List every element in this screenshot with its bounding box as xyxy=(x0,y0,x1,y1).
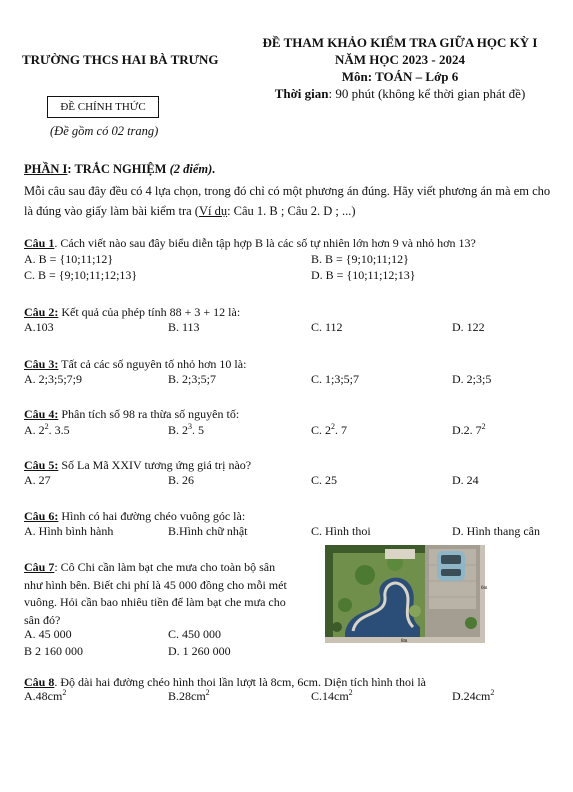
q4-option-b xyxy=(168,422,204,438)
q4-a-base: A. 2 xyxy=(24,423,45,437)
exam-duration xyxy=(250,85,550,102)
school-name: TRƯỜNG THCS HAI BÀ TRƯNG xyxy=(22,52,219,67)
q5-option-c: C. 25 xyxy=(311,473,338,487)
question-label: Câu 7 xyxy=(24,560,55,574)
duration-label: Thời gian xyxy=(274,86,329,101)
question-text: . Độ dài hai đường chéo hình thoi lần lượt là 8cm, 6cm. Diện tích hình thoi là xyxy=(54,675,426,689)
q6-option-d: D. Hình thang cân xyxy=(452,524,540,538)
q5-option-d: D. 24 xyxy=(452,473,479,487)
question-5 xyxy=(24,457,251,473)
q8-c-base: C.14cm xyxy=(311,689,349,703)
intro-example-label: Ví dụ xyxy=(198,204,228,218)
q4-d-base: D.2. 7 xyxy=(452,423,482,437)
q4-c-rest: . 7 xyxy=(335,423,348,437)
official-stamp-box: ĐỀ CHÍNH THỨC xyxy=(47,96,159,118)
q4-b-base: B. 2 xyxy=(168,423,189,437)
section-title xyxy=(24,162,215,177)
section-label: PHẦN I xyxy=(24,162,68,176)
q1-option-d: D. B = {10;11;12;13} xyxy=(311,268,416,282)
q8-c-exp: 2 xyxy=(348,688,353,697)
q8-option-a xyxy=(24,688,66,704)
q2-option-b: B. 113 xyxy=(168,320,200,334)
q8-option-d xyxy=(452,688,494,704)
question-4 xyxy=(24,406,239,422)
q8-a-base: A.48cm xyxy=(24,689,63,703)
pages-note: (Đề gồm có 02 trang) xyxy=(50,124,159,138)
section-instructions xyxy=(24,181,551,221)
q8-b-base: B.28cm xyxy=(168,689,206,703)
figure-dim-right: 6m xyxy=(481,586,488,591)
question-2 xyxy=(24,304,240,320)
q4-a-exp: 2 xyxy=(44,422,49,431)
question-text: Kết quả của phép tính 88 + 3 + 12 là: xyxy=(58,305,241,319)
q6-option-a: A. Hình bình hành xyxy=(24,524,114,538)
q1-option-a: A. B = {10;11;12} xyxy=(24,252,114,266)
question-text: : Cô Chi cần làm bạt che mưa cho toàn bộ sân như hình bên. Biết chi phí là 45 000 đồng cho mỗi mét vuông. Hỏi cần bao nhiêu tiền để làm bạt che mưa cho sân đó? xyxy=(24,560,287,627)
question-label: Câu 3: xyxy=(24,357,59,371)
question-label: Câu 6: xyxy=(24,509,59,523)
duration-value: : 90 phút (không kể thời gian phát đề) xyxy=(328,86,526,101)
q6-option-b: B.Hình chữ nhật xyxy=(168,524,248,538)
q4-c-base: C. 2 xyxy=(311,423,332,437)
question-6 xyxy=(24,508,245,524)
q3-option-b: B. 2;3;5;7 xyxy=(168,372,217,386)
q6-option-c: C. Hình thoi xyxy=(311,524,371,538)
q4-d-exp: 2 xyxy=(481,422,486,431)
garden-yard-image xyxy=(325,545,488,644)
question-1 xyxy=(24,235,554,251)
q4-option-d xyxy=(452,422,486,438)
section-points: (2 điểm). xyxy=(169,162,216,176)
question-7 xyxy=(24,559,294,629)
question-3 xyxy=(24,356,246,372)
question-text: Tất cả các số nguyên tố nhỏ hơn 10 là: xyxy=(58,357,247,371)
q3-option-c: C. 1;3;5;7 xyxy=(311,372,360,386)
q8-d-base: D.24cm xyxy=(452,689,491,703)
question-label: Câu 2: xyxy=(24,305,59,319)
q7-option-d: D. 1 260 000 xyxy=(168,644,231,658)
q8-option-b xyxy=(168,688,210,704)
question-8 xyxy=(24,674,426,690)
exam-title-line2: NĂM HỌC 2023 - 2024 xyxy=(335,52,465,67)
question-text: Hình có hai đường chéo vuông góc là: xyxy=(58,509,246,523)
question-text: Phân tích số 98 ra thừa số nguyên tố: xyxy=(58,407,240,421)
figure-dim-bottom: 8m xyxy=(401,639,408,644)
q4-b-rest: . 5 xyxy=(192,423,205,437)
q4-option-c xyxy=(311,422,347,438)
garden-illustration xyxy=(325,545,488,644)
question-text: . Cách viết nào sau đây biểu diễn tập hợp B là các số tự nhiên lớn hơn 9 và nhỏ hơn 13? xyxy=(54,236,476,250)
q4-a-rest: . 3.5 xyxy=(48,423,70,437)
q4-b-exp: 3 xyxy=(188,422,193,431)
q5-option-b: B. 26 xyxy=(168,473,195,487)
q2-option-c: C. 112 xyxy=(311,320,343,334)
question-label: Câu 5: xyxy=(24,458,59,472)
q7-option-a: A. 45 000 xyxy=(24,627,72,641)
q7-option-b: B 2 160 000 xyxy=(24,644,84,658)
q5-option-a: A. 27 xyxy=(24,473,51,487)
intro-text: Mỗi câu sau đây đều có 4 lựa chọn, trong đó chỉ có một phương án đúng. Hãy viết phương án mà em cho là đúng vào giấy làm bài kiểm tra ( xyxy=(24,184,551,218)
q3-option-a: A. 2;3;5;7;9 xyxy=(24,372,83,386)
q1-option-c: C. B = {9;10;11;12;13} xyxy=(24,268,138,282)
question-text: Số La Mã XXIV tương ứng giá trị nào? xyxy=(58,458,252,472)
exam-title-block xyxy=(250,34,550,102)
q8-b-exp: 2 xyxy=(205,688,210,697)
q2-option-d: D. 122 xyxy=(452,320,485,334)
q3-option-d: D. 2;3;5 xyxy=(452,372,492,386)
exam-subject: Môn: TOÁN – Lớp 6 xyxy=(341,69,459,84)
question-label: Câu 4: xyxy=(24,407,59,421)
q8-d-exp: 2 xyxy=(490,688,495,697)
question-label: Câu 1 xyxy=(24,236,55,250)
exam-title-line1: ĐỀ THAM KHẢO KIỂM TRA GIỮA HỌC KỲ I xyxy=(262,35,538,50)
q7-option-c: C. 450 000 xyxy=(168,627,222,641)
q4-option-a xyxy=(24,422,70,438)
q4-c-exp: 2 xyxy=(331,422,336,431)
section-title-rest: : TRẮC NGHIỆM xyxy=(67,162,170,176)
q8-option-c xyxy=(311,688,353,704)
intro-example-text: : Câu 1. B ; Câu 2. D ; ...) xyxy=(227,204,356,218)
q8-a-exp: 2 xyxy=(62,688,67,697)
q1-option-b: B. B = {9;10;11;12} xyxy=(311,252,409,266)
question-label: Câu 8 xyxy=(24,675,55,689)
q2-option-a: A.103 xyxy=(24,320,54,334)
